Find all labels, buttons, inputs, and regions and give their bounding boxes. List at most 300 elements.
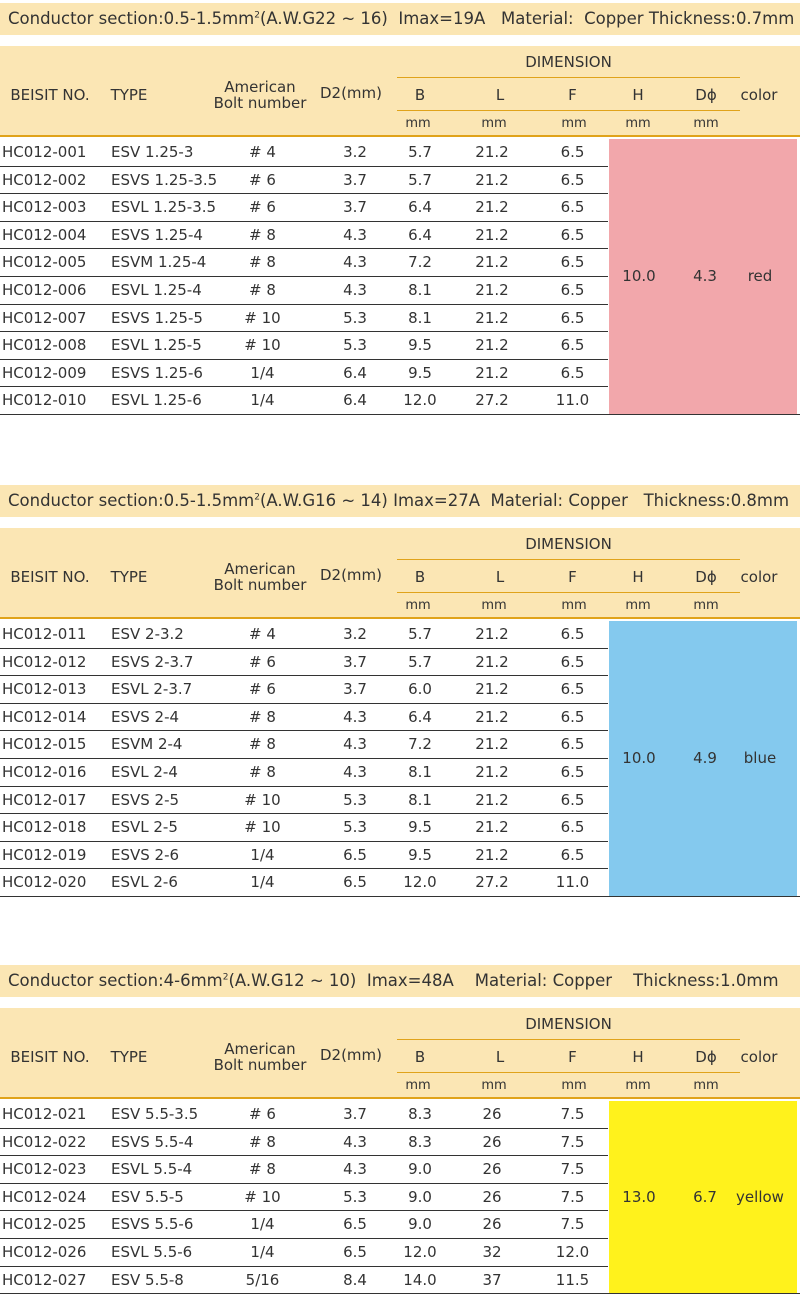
cell-bolt: 1/4: [250, 363, 275, 382]
cell-f: 6.5: [560, 845, 585, 864]
table-row: [0, 1101, 608, 1129]
cell-l: 21.2: [475, 170, 509, 189]
cell-type: ESVS 1.25-6: [111, 363, 203, 382]
cell-b: 6.4: [408, 198, 432, 217]
header-l: L: [495, 1048, 505, 1066]
cell-beisit-no: HC012-013: [2, 680, 87, 699]
cell-type: ESV 5.5-3.5: [111, 1105, 199, 1123]
banner-superscript: 2: [254, 492, 260, 503]
header-unit-b: mm: [405, 1078, 431, 1093]
cell-beisit-no: HC012-004: [2, 225, 87, 244]
cell-b: 9.5: [408, 818, 432, 837]
cell-d2: 5.3: [343, 818, 367, 837]
cell-d2: 4.3: [343, 253, 367, 272]
cell-d2: 3.7: [343, 170, 367, 189]
header-bolt-line2: Bolt number: [213, 576, 307, 594]
header-bolt-line1: American: [224, 560, 296, 578]
value-h: 13.0: [622, 1187, 656, 1206]
cell-f: 6.5: [560, 198, 585, 217]
cell-b: 5.7: [408, 625, 432, 643]
banner-superscript: 2: [254, 10, 260, 21]
header-color: color: [740, 86, 778, 104]
header-beisit-no: BEISIT NO.: [10, 568, 90, 586]
cell-bolt: # 6: [249, 198, 276, 217]
table-row: [0, 1184, 608, 1212]
cell-b: 6.4: [408, 707, 432, 726]
header-unit-h: mm: [625, 598, 651, 613]
cell-b: 8.1: [408, 763, 432, 781]
cell-b: 14.0: [403, 1270, 437, 1289]
table-end-rule: [0, 414, 800, 415]
table-end-rule: [0, 896, 800, 897]
cell-l: 26: [482, 1105, 502, 1123]
cell-l: 26: [482, 1187, 502, 1206]
cell-beisit-no: HC012-014: [2, 707, 87, 726]
banner-superscript: 2: [222, 972, 229, 983]
cell-l: 32: [482, 1243, 502, 1261]
table-row: [0, 332, 608, 360]
cell-beisit-no: HC012-005: [2, 253, 87, 272]
header-beisit-no: BEISIT NO.: [10, 1048, 90, 1066]
cell-beisit-no: HC012-024: [2, 1187, 87, 1206]
cell-b: 6.4: [408, 225, 432, 244]
table-row: [0, 704, 608, 732]
cell-bolt: # 10: [244, 308, 281, 327]
color-block: [609, 1101, 797, 1294]
cell-bolt: # 4: [249, 143, 276, 161]
cell-d2: 6.5: [343, 845, 367, 864]
cell-f: 6.5: [560, 170, 585, 189]
header-unit-h: mm: [625, 1078, 651, 1093]
cell-d2: 6.4: [343, 363, 367, 382]
cell-beisit-no: HC012-007: [2, 308, 87, 327]
header-dimension: DIMENSION: [525, 53, 612, 71]
cell-bolt: # 8: [249, 1160, 276, 1179]
header-l: L: [495, 568, 505, 586]
cell-b: 5.7: [408, 143, 432, 161]
cell-l: 21.2: [475, 336, 509, 355]
cell-b: 9.0: [408, 1215, 432, 1234]
cell-bolt: # 4: [249, 625, 276, 643]
cell-type: ESVS 1.25-4: [111, 225, 203, 244]
banner-text-post: (A.W.G12 ~ 10) Imax=48A Material: Copper Thickness:1.0mm: [228, 971, 779, 990]
header-d2: D2(mm): [319, 84, 383, 102]
header-bolt-line1: American: [224, 1040, 296, 1058]
header-type: TYPE: [110, 1048, 148, 1066]
header-bolt-line2: Bolt number: [213, 94, 307, 112]
cell-type: ESVS 2-5: [111, 790, 180, 809]
cell-b: 8.3: [408, 1105, 432, 1123]
cell-bolt: # 10: [244, 818, 281, 837]
cell-l: 21.2: [475, 281, 509, 299]
header-unit-f: mm: [561, 116, 587, 131]
cell-f: 7.5: [560, 1132, 585, 1151]
cell-b: 9.5: [408, 336, 432, 355]
header-f: F: [568, 1048, 577, 1066]
cell-bolt: 1/4: [250, 845, 275, 864]
header-dimension: DIMENSION: [525, 535, 612, 553]
cell-d2: 5.3: [343, 336, 367, 355]
cell-bolt: # 10: [244, 336, 281, 355]
cell-d2: 4.3: [343, 763, 367, 781]
cell-type: ESVL 2-4: [111, 763, 178, 781]
cell-type: ESVL 1.25-5: [111, 336, 202, 355]
cell-d2: 6.5: [343, 1215, 367, 1234]
cell-d2: 4.3: [343, 735, 367, 754]
table-row: [0, 360, 608, 388]
cell-f: 7.5: [560, 1160, 585, 1179]
cell-d2: 3.7: [343, 652, 367, 671]
header-dphi: Dϕ: [695, 1048, 717, 1066]
cell-bolt: # 6: [249, 1105, 276, 1123]
cell-type: ESVL 2-3.7: [111, 680, 193, 699]
header-unit-l: mm: [481, 116, 507, 131]
header-bolt-line1: American: [224, 78, 296, 96]
cell-l: 21.2: [475, 818, 509, 837]
header-unit-h: mm: [625, 116, 651, 131]
unit-rule: [397, 110, 740, 111]
cell-bolt: # 8: [249, 225, 276, 244]
value-dphi: 4.9: [693, 749, 717, 767]
cell-l: 26: [482, 1160, 502, 1179]
cell-l: 37: [482, 1270, 502, 1289]
color-block: [609, 621, 797, 897]
cell-d2: 4.3: [343, 281, 367, 299]
cell-beisit-no: HC012-017: [2, 790, 87, 809]
cell-b: 9.5: [408, 363, 432, 382]
color-block: [609, 139, 797, 415]
header-f: F: [568, 86, 577, 104]
cell-b: 12.0: [403, 391, 437, 410]
cell-type: ESVS 2-4: [111, 707, 180, 726]
cell-b: 12.0: [403, 1243, 437, 1261]
header-unit-l: mm: [481, 1078, 507, 1093]
cell-bolt: # 8: [249, 735, 276, 754]
cell-b: 9.5: [408, 845, 432, 864]
cell-type: ESVM 2-4: [111, 735, 183, 754]
cell-f: 6.5: [560, 143, 585, 161]
cell-l: 21.2: [475, 225, 509, 244]
unit-rule: [397, 1072, 740, 1073]
cell-d2: 3.2: [343, 143, 367, 161]
cell-type: ESV 5.5-5: [111, 1187, 184, 1206]
cell-f: 6.5: [560, 363, 585, 382]
cell-l: 21.2: [475, 680, 509, 699]
header-unit-b: mm: [405, 116, 431, 131]
header-bottom-rule: [0, 135, 800, 137]
cell-bolt: 1/4: [250, 1243, 275, 1261]
cell-f: 11.0: [555, 873, 590, 892]
table-row: [0, 1211, 608, 1239]
cell-bolt: 5/16: [245, 1270, 280, 1289]
cell-beisit-no: HC012-010: [2, 391, 87, 410]
header-unit-f: mm: [561, 1078, 587, 1093]
dimension-rule: [397, 77, 740, 78]
header-bottom-rule: [0, 617, 800, 619]
cell-l: 21.2: [475, 143, 509, 161]
cell-type: ESVL 2-5: [111, 818, 178, 837]
cell-beisit-no: HC012-011: [2, 625, 87, 643]
cell-l: 21.2: [475, 253, 509, 272]
cell-bolt: # 8: [249, 763, 276, 781]
header-unit-f: mm: [561, 598, 587, 613]
table-row: [0, 759, 608, 787]
cell-beisit-no: HC012-027: [2, 1270, 87, 1289]
cell-bolt: # 10: [244, 1187, 281, 1206]
table-row: [0, 305, 608, 333]
value-h: 10.0: [622, 749, 656, 767]
cell-l: 26: [482, 1215, 502, 1234]
cell-l: 21.2: [475, 652, 509, 671]
table-row: [0, 1156, 608, 1184]
cell-d2: 5.3: [343, 308, 367, 327]
header-l: L: [495, 86, 505, 104]
banner-text-pre: Conductor section:0.5-1.5mm: [8, 491, 255, 510]
cell-d2: 6.5: [343, 873, 367, 892]
header-bottom-rule: [0, 1097, 800, 1099]
header-dphi: Dϕ: [695, 568, 717, 586]
cell-f: 12.0: [555, 1243, 590, 1261]
cell-l: 27.2: [475, 391, 509, 410]
cell-b: 8.1: [408, 308, 432, 327]
header-h: H: [632, 1048, 644, 1066]
cell-b: 12.0: [403, 873, 437, 892]
cell-bolt: # 8: [249, 1132, 276, 1151]
dimension-rule: [397, 1039, 740, 1040]
value-color-name: red: [747, 267, 773, 285]
cell-type: ESVS 1.25-5: [111, 308, 203, 327]
cell-f: 6.5: [560, 225, 585, 244]
header-h: H: [632, 86, 644, 104]
cell-f: 6.5: [560, 707, 585, 726]
cell-d2: 5.3: [343, 790, 367, 809]
header-bolt-line2: Bolt number: [213, 1056, 307, 1074]
cell-b: 5.7: [408, 170, 432, 189]
cell-f: 6.5: [560, 308, 585, 327]
table-row: [0, 167, 608, 195]
table-row: [0, 222, 608, 250]
header-beisit-no: BEISIT NO.: [10, 86, 90, 104]
cell-d2: 6.4: [343, 391, 367, 410]
header-d2: D2(mm): [319, 1046, 383, 1064]
cell-beisit-no: HC012-008: [2, 336, 87, 355]
banner-text-pre: Conductor section:4-6mm: [8, 971, 223, 990]
cell-bolt: 1/4: [250, 1215, 275, 1234]
table-row: [0, 731, 608, 759]
value-dphi: 6.7: [693, 1187, 717, 1206]
cell-beisit-no: HC012-022: [2, 1132, 87, 1151]
cell-b: 8.1: [408, 281, 432, 299]
cell-beisit-no: HC012-023: [2, 1160, 87, 1179]
cell-b: 8.3: [408, 1132, 432, 1151]
cell-beisit-no: HC012-021: [2, 1105, 87, 1123]
cell-d2: 3.7: [343, 1105, 367, 1123]
cell-b: 9.0: [408, 1160, 432, 1179]
cell-type: ESV 2-3.2: [111, 625, 184, 643]
value-dphi: 4.3: [693, 267, 717, 285]
section-banner: [0, 965, 800, 997]
cell-f: 6.5: [560, 790, 585, 809]
cell-bolt: 1/4: [250, 391, 275, 410]
cell-d2: 5.3: [343, 1187, 367, 1206]
cell-type: ESVL 5.5-4: [111, 1160, 193, 1179]
table-row: [0, 787, 608, 815]
cell-f: 11.5: [555, 1270, 590, 1289]
cell-b: 7.2: [408, 735, 432, 754]
header-b: B: [414, 1048, 426, 1066]
cell-f: 6.5: [560, 680, 585, 699]
cell-type: ESVL 2-6: [111, 873, 178, 892]
header-h: H: [632, 568, 644, 586]
cell-l: 21.2: [475, 308, 509, 327]
table-header: [0, 528, 800, 618]
cell-beisit-no: HC012-001: [2, 143, 87, 161]
table-end-rule: [0, 1293, 800, 1294]
cell-type: ESVL 1.25-6: [111, 391, 202, 410]
cell-f: 6.5: [560, 253, 585, 272]
cell-l: 21.2: [475, 735, 509, 754]
header-dimension: DIMENSION: [525, 1015, 612, 1033]
cell-type: ESVS 1.25-3.5: [111, 170, 218, 189]
cell-l: 21.2: [475, 790, 509, 809]
cell-type: ESVS 5.5-4: [111, 1132, 194, 1151]
cell-bolt: # 10: [244, 790, 281, 809]
cell-b: 5.7: [408, 652, 432, 671]
cell-f: 7.5: [560, 1187, 585, 1206]
cell-d2: 6.5: [343, 1243, 367, 1261]
cell-l: 21.2: [475, 845, 509, 864]
table-row: [0, 814, 608, 842]
cell-type: ESVL 5.5-6: [111, 1243, 193, 1261]
cell-b: 6.0: [408, 680, 432, 699]
banner-text-post: (A.W.G16 ~ 14) Imax=27A Material: Copper Thickness:0.8mm: [259, 491, 790, 510]
cell-bolt: # 8: [249, 707, 276, 726]
table-row: [0, 1267, 608, 1295]
header-color: color: [740, 1048, 778, 1066]
cell-l: 21.2: [475, 198, 509, 217]
header-unit-l: mm: [481, 598, 507, 613]
header-unit-dphi: mm: [693, 598, 719, 613]
cell-l: 21.2: [475, 363, 509, 382]
cell-l: 26: [482, 1132, 502, 1151]
cell-type: ESVS 5.5-6: [111, 1215, 194, 1234]
cell-beisit-no: HC012-003: [2, 198, 87, 217]
cell-l: 21.2: [475, 707, 509, 726]
cell-b: 9.0: [408, 1187, 432, 1206]
cell-beisit-no: HC012-019: [2, 845, 87, 864]
cell-bolt: 1/4: [250, 873, 275, 892]
table-header: [0, 46, 800, 136]
cell-beisit-no: HC012-018: [2, 818, 87, 837]
header-dphi: Dϕ: [695, 86, 717, 104]
cell-d2: 3.7: [343, 198, 367, 217]
cell-f: 6.5: [560, 625, 585, 643]
cell-d2: 4.3: [343, 1132, 367, 1151]
section-banner: [0, 3, 800, 35]
cell-beisit-no: HC012-025: [2, 1215, 87, 1234]
value-color-name: blue: [743, 749, 777, 767]
table-row: [0, 249, 608, 277]
header-b: B: [414, 86, 426, 104]
cell-b: 7.2: [408, 253, 432, 272]
cell-bolt: # 6: [249, 680, 276, 699]
cell-beisit-no: HC012-009: [2, 363, 87, 382]
header-type: TYPE: [110, 86, 148, 104]
cell-d2: 4.3: [343, 1160, 367, 1179]
cell-beisit-no: HC012-006: [2, 281, 87, 299]
cell-type: ESVS 2-6: [111, 845, 180, 864]
value-h: 10.0: [622, 267, 656, 285]
table-row: [0, 621, 608, 649]
header-d2: D2(mm): [319, 566, 383, 584]
table-header: [0, 1008, 800, 1098]
header-b: B: [414, 568, 426, 586]
cell-l: 21.2: [475, 763, 509, 781]
banner-text-pre: Conductor section:0.5-1.5mm: [8, 9, 255, 28]
banner-text-post: (A.W.G22 ~ 16) Imax=19A Material: Copper Thickness:0.7mm: [259, 9, 795, 28]
section-banner: [0, 485, 800, 517]
cell-f: 6.5: [560, 336, 585, 355]
header-type: TYPE: [110, 568, 148, 586]
cell-bolt: # 8: [249, 281, 276, 299]
table-row: [0, 387, 608, 415]
cell-type: ESV 1.25-3: [111, 143, 194, 161]
header-color: color: [740, 568, 778, 586]
cell-beisit-no: HC012-026: [2, 1243, 87, 1261]
table-row: [0, 869, 608, 897]
dimension-rule: [397, 559, 740, 560]
table-row: [0, 1239, 608, 1267]
table-row: [0, 139, 608, 167]
cell-beisit-no: HC012-012: [2, 652, 87, 671]
cell-f: 6.5: [560, 763, 585, 781]
cell-d2: 4.3: [343, 707, 367, 726]
table-row: [0, 1129, 608, 1157]
cell-beisit-no: HC012-015: [2, 735, 87, 754]
cell-f: 6.5: [560, 818, 585, 837]
table-row: [0, 842, 608, 870]
cell-d2: 4.3: [343, 225, 367, 244]
cell-f: 6.5: [560, 281, 585, 299]
table-row: [0, 277, 608, 305]
header-unit-dphi: mm: [693, 116, 719, 131]
cell-type: ESVM 1.25-4: [111, 253, 207, 272]
cell-bolt: # 6: [249, 170, 276, 189]
cell-type: ESVL 1.25-3.5: [111, 198, 217, 217]
table-row: [0, 649, 608, 677]
cell-bolt: # 8: [249, 253, 276, 272]
cell-f: 6.5: [560, 652, 585, 671]
cell-b: 8.1: [408, 790, 432, 809]
cell-type: ESVL 1.25-4: [111, 281, 202, 299]
header-unit-b: mm: [405, 598, 431, 613]
cell-bolt: # 6: [249, 652, 276, 671]
table-row: [0, 194, 608, 222]
cell-d2: 3.2: [343, 625, 367, 643]
header-f: F: [568, 568, 577, 586]
cell-beisit-no: HC012-016: [2, 763, 87, 781]
cell-f: 7.5: [560, 1105, 585, 1123]
cell-f: 6.5: [560, 735, 585, 754]
cell-beisit-no: HC012-020: [2, 873, 87, 892]
cell-type: ESVS 2-3.7: [111, 652, 194, 671]
cell-type: ESV 5.5-8: [111, 1270, 184, 1289]
table-row: [0, 676, 608, 704]
unit-rule: [397, 592, 740, 593]
cell-beisit-no: HC012-002: [2, 170, 87, 189]
cell-f: 11.0: [555, 391, 590, 410]
header-unit-dphi: mm: [693, 1078, 719, 1093]
